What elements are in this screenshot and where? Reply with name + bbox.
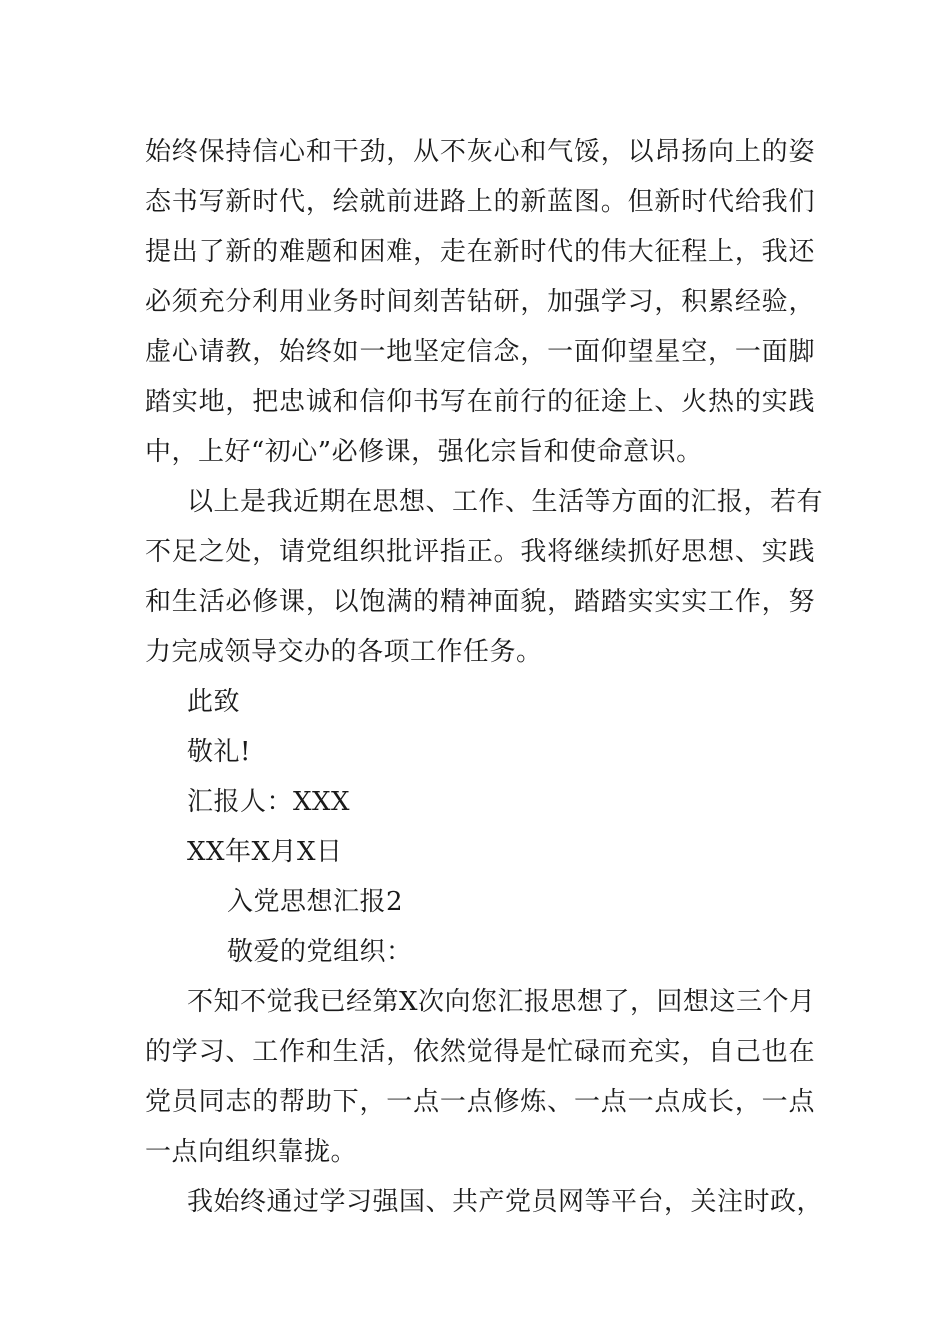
body-text-line: 力完成领导交办的各项工作任务。 xyxy=(145,637,543,667)
body-text-line: 踏实地，把忠诚和信仰书写在前行的征途上、火热的实践 xyxy=(145,387,815,417)
body-text-line: 不足之处，请党组织批评指正。我将继续抓好思想、实践 xyxy=(145,537,815,567)
closing-regards: 敬礼! xyxy=(187,737,251,767)
body-text-line: 的学习、工作和生活，依然觉得是忙碌而充实，自己也在 xyxy=(145,1037,815,1067)
body-text-line: 一点向组织靠拢。 xyxy=(145,1137,358,1167)
greeting: 敬爱的党组织： xyxy=(227,937,413,967)
body-text-line: 和生活必修课，以饱满的精神面貌，踏踏实实实工作，努 xyxy=(145,587,815,617)
body-text-line: 始终保持信心和干劲，从不灰心和气馁，以昂扬向上的姿 xyxy=(145,137,815,167)
closing-salutation: 此致 xyxy=(187,687,241,717)
paragraph-first-line: 以上是我近期在思想、工作、生活等方面的汇报，若有 xyxy=(187,487,824,517)
paragraph-first-line: 我始终通过学习强国、共产党员网等平台，关注时政， xyxy=(187,1187,824,1217)
body-text-line: 必须充分利用业务时间刻苦钻研，加强学习，积累经验， xyxy=(145,287,815,317)
body-text-line: 提出了新的难题和困难，走在新时代的伟大征程上，我还 xyxy=(145,237,815,267)
section-title: 入党思想汇报2 xyxy=(227,887,404,917)
body-text-line: 党员同志的帮助下，一点一点修炼、一点一点成长，一点 xyxy=(145,1087,815,1117)
reporter-name: 汇报人：XXX xyxy=(187,787,351,817)
paragraph-first-line: 不知不觉我已经第X次向您汇报思想了，回想这三个月 xyxy=(187,987,816,1017)
body-text-line: 态书写新时代，绘就前进路上的新蓝图。但新时代给我们 xyxy=(145,187,815,217)
body-text-line: 中，上好“初心”必修课，强化宗旨和使命意识。 xyxy=(145,437,703,467)
report-date: XX年X月X日 xyxy=(187,837,343,867)
body-text-line: 虚心请教，始终如一地坚定信念，一面仰望星空，一面脚 xyxy=(145,337,815,367)
